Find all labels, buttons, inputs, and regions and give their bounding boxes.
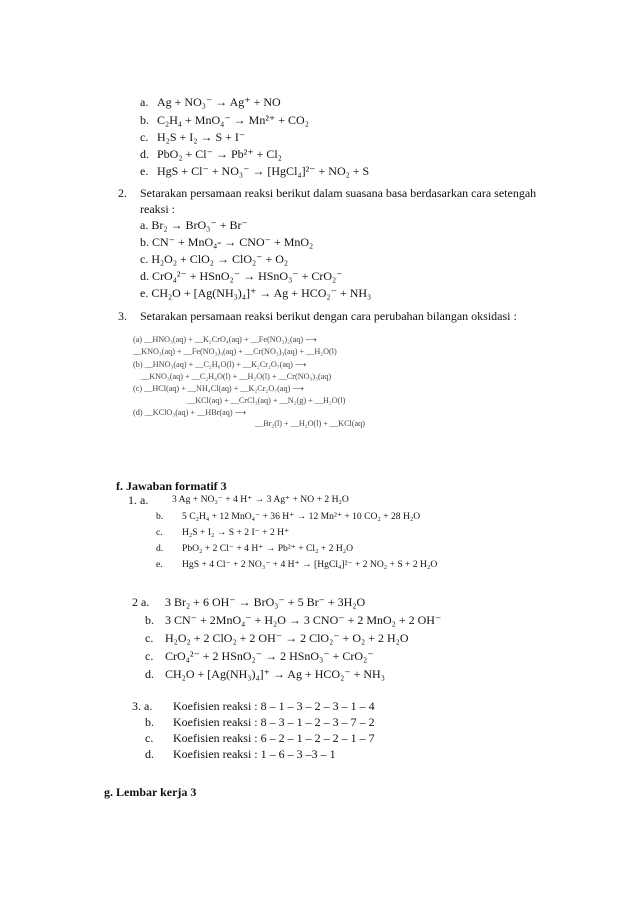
answer2-b-label: b. bbox=[145, 613, 154, 627]
q2-line1: Setarakan persamaan reaksi berikut dalam suasana basa berdasarkan cara setengah bbox=[140, 186, 537, 200]
q1-e-label: e. bbox=[140, 164, 149, 178]
q3-image-row-5: (c) __HCl(aq) + __NH₄Cl(aq) + __K₂Cr₂O₇(aq) ⟶ bbox=[133, 384, 305, 393]
q2-d: d. CrO₄²⁻ + HSnO₂⁻ → HSnO₃⁻ + CrO₂⁻ bbox=[140, 269, 343, 283]
q1-d-label: d. bbox=[140, 147, 149, 161]
q3-image-row-8: __Br₂(l) + __H₂O(l) + __KCl(aq) bbox=[255, 419, 365, 428]
q2-e: e. CH₂O + [Ag(NH₃)₄]⁺ → Ag + HCO₂⁻ + NH₃ bbox=[140, 286, 372, 300]
q3-image-row-1: (a) __HNO₃(aq) + __K₂CrO₄(aq) + __Fe(NO₃)₂(aq) ⟶ bbox=[133, 335, 317, 344]
answer2-c-label: c. bbox=[145, 631, 154, 645]
q3-image-row-7: (d) __KClO₃(aq) + __HBr(aq) ⟶ bbox=[133, 408, 247, 417]
answer1-d-label: d. bbox=[156, 543, 164, 554]
answer1-b: 5 C₂H₄ + 12 MnO₄⁻ + 36 H⁺ → 12 Mn²⁺ + 10 CO₂ + 28 H₂O bbox=[182, 511, 421, 522]
q1-c-text: H₂S + I₂ → S + I⁻ bbox=[157, 130, 246, 144]
answer2-d-label: c. bbox=[145, 649, 154, 663]
answer3-d: Koefisien reaksi : 1 – 6 – 3 –3 – 1 bbox=[173, 747, 336, 761]
q2-a: a. Br₂ → BrO₃⁻ + Br⁻ bbox=[140, 218, 248, 232]
answer3-c-label: c. bbox=[145, 731, 154, 745]
q1-b-text: C₂H₄ + MnO₄⁻ → Mn²⁺ + CO₂ bbox=[157, 113, 309, 127]
q1-a-text: Ag + NO₃⁻ → Ag⁺ + NO bbox=[157, 95, 281, 109]
q3-equation-image bbox=[133, 330, 398, 430]
q3-image-row-6: __KCl(aq) + __CrCl₃(aq) + __N₂(g) + __H₂O(l) bbox=[187, 396, 346, 405]
answer3-a: Koefisien reaksi : 8 – 1 – 3 – 2 – 3 – 1 – 4 bbox=[173, 699, 375, 713]
answer1-num: 1. a. bbox=[128, 493, 149, 507]
q2-number: 2. bbox=[118, 186, 127, 200]
answer2-e-label: d. bbox=[145, 667, 154, 681]
q1-c-label: c. bbox=[140, 130, 149, 144]
answer1-b-label: b. bbox=[156, 511, 164, 522]
answer1-c: H₂S + I₂ → S + 2 I⁻ + 2 H⁺ bbox=[182, 527, 290, 538]
q2-line2: reaksi : bbox=[140, 202, 175, 216]
answer3-b-label: b. bbox=[145, 715, 154, 729]
q1-a-label: a. bbox=[140, 95, 149, 109]
answer2-d: CrO₄²⁻ + 2 HSnO₂⁻ → 2 HSnO₃⁻ + CrO₂⁻ bbox=[165, 649, 374, 663]
q2-b: b. CN⁻ + MnO₄- → CNO⁻ + MnO₂ bbox=[140, 235, 314, 249]
q2-c: c. H₂O₂ + ClO₂ → ClO₂⁻ + O₂ bbox=[140, 252, 289, 266]
answer2-c: H₂O₂ + 2 ClO₂ + 2 OH⁻ → 2 ClO₂⁻ + O₂ + 2 H₂O bbox=[165, 631, 409, 645]
answer1-e: HgS + 4 Cl⁻ + 2 NO₃⁻ + 4 H⁺ → [HgCl₄]²⁻ + 2 NO₂ + S + 2 H₂O bbox=[182, 559, 438, 570]
q3-image-row-3: (b) __HNO₃(aq) + __C₂H₆O(l) + __K₂Cr₂O₇(aq) ⟶ bbox=[133, 360, 307, 369]
answer1-a: 3 Ag + NO₃⁻ + 4 H⁺ → 3 Ag⁺ + NO + 2 H₂O bbox=[172, 494, 349, 505]
q3-number: 3. bbox=[118, 309, 127, 323]
answer2-e: CH₂O + [Ag(NH₃)₄]⁺ → Ag + HCO₂⁻ + NH₃ bbox=[165, 667, 385, 681]
q1-b-label: b. bbox=[140, 113, 149, 127]
section-f-heading: f. Jawaban formatif 3 bbox=[116, 479, 227, 493]
answer3-d-label: d. bbox=[145, 747, 154, 761]
answer1-c-label: c. bbox=[156, 527, 163, 538]
answer1-d: PbO₂ + 2 Cl⁻ + 4 H⁺ → Pb²⁺ + Cl₂ + 2 H₂O bbox=[182, 543, 354, 554]
q3-image-row-4: __KNO₃(aq) + __C₂H₄O(l) + __H₂O(l) + __Cr(NO₃)₃(aq) bbox=[141, 372, 332, 381]
answer3-b: Koefisien reaksi : 8 – 3 – 1 – 2 – 3 – 7 – 2 bbox=[173, 715, 375, 729]
q1-d-text: PbO₂ + Cl⁻ → Pb²⁺ + Cl₂ bbox=[157, 147, 282, 161]
answer2-b: 3 CN⁻ + 2MnO₄⁻ + H₂O → 3 CNO⁻ + 2 MnO₂ + 2 OH⁻ bbox=[165, 613, 442, 627]
answer3-c: Koefisien reaksi : 6 – 2 – 1 – 2 – 2 – 1 – 7 bbox=[173, 731, 375, 745]
q3-text: Setarakan persamaan reaksi berikut dengan cara perubahan bilangan oksidasi : bbox=[140, 309, 517, 323]
q3-image-row-2: __KNO₃(aq) + __Fe(NO₃)₃(aq) + __Cr(NO₃)₃(aq) + __H₂O(l) bbox=[133, 347, 337, 356]
q1-e-text: HgS + Cl⁻ + NO₃⁻ → [HgCl₄]²⁻ + NO₂ + S bbox=[157, 164, 370, 178]
answer3-a-label: 3. a. bbox=[132, 699, 153, 713]
answer2-a-label: 2 a. bbox=[132, 595, 150, 609]
answer2-a: 3 Br₂ + 6 OH⁻ → BrO₃⁻ + 5 Br⁻ + 3H₂O bbox=[165, 595, 366, 609]
section-g-heading: g. Lembar kerja 3 bbox=[104, 785, 197, 799]
answer1-e-label: e. bbox=[156, 559, 163, 570]
